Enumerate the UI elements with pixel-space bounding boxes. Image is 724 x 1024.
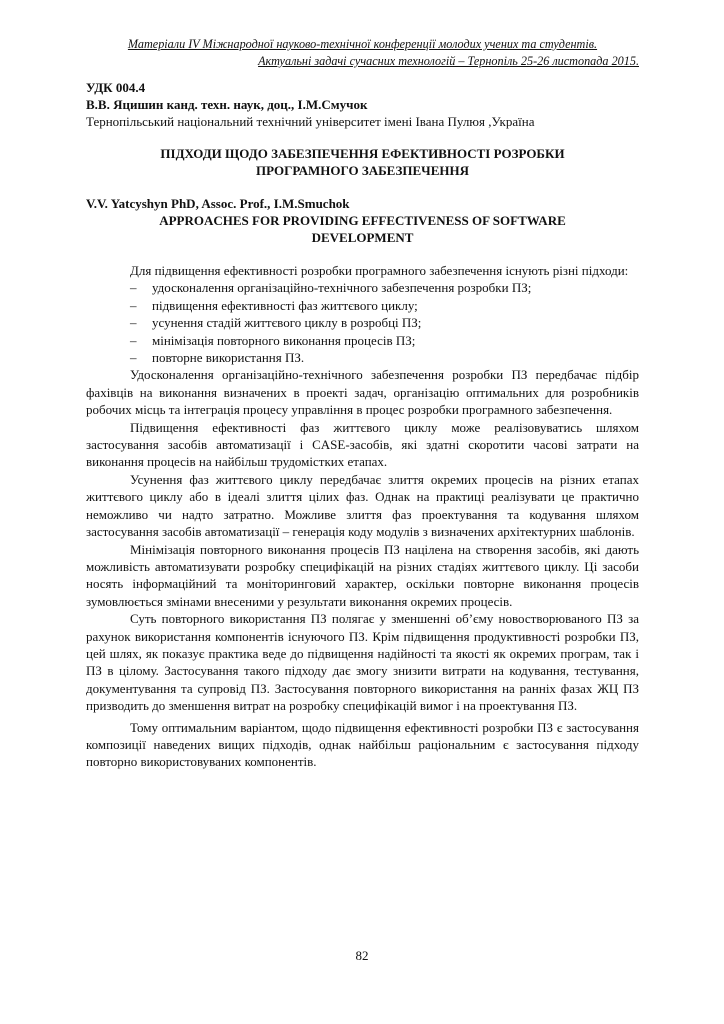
list-item: – усунення стадій життєвого циклу в розробці ПЗ; (130, 315, 422, 331)
dash-bullet: – (130, 280, 137, 296)
list-item: – удосконалення організаційно-технічного забезпечення розробки ПЗ; (130, 280, 532, 296)
intro-paragraph: Для підвищення ефективності розробки програмного забезпечення існують різні підходи: (130, 263, 629, 278)
approaches-list (86, 279, 639, 366)
dash-bullet: – (130, 332, 137, 348)
dash-bullet: – (130, 350, 137, 366)
running-header (86, 36, 639, 70)
title-ua: ПІДХОДИ ЩОДО ЗАБЕЗПЕЧЕННЯ ЕФЕКТИВНОСТІ РОЗРОБКИ ПРОГРАМНОГО ЗАБЕЗПЕЧЕННЯ (160, 146, 565, 178)
list-item: – підвищення ефективності фаз життєвого циклу; (130, 297, 418, 313)
affiliation: Тернопільський національний технічний університет імені Івана Пулюя ,Україна (86, 114, 535, 129)
paragraph-lifecycle-efficiency: Підвищення ефективності фаз життєвого циклу може реалізовуватись шляхом застосування засобів автоматизації і CASE-засобів, які здатні скоротити часові затрати на виконання процесів на найбільш трудомістких етапах. (86, 419, 639, 470)
list-item: – мінімізація повторного виконання процесів ПЗ; (130, 332, 416, 348)
dash-bullet: – (130, 315, 137, 331)
dash-bullet: – (130, 297, 137, 313)
page-number: 82 (355, 948, 369, 963)
paragraph-rework-minimization: Мінімізація повторного виконання процесів ПЗ націлена на створення засобів, які дають можливість автоматизувати розробку специфікацій на різних стадіях життєвого циклу. Ці засоби носять інформаційний та моніторинговий характер, оскільки повторне виконання процесів зумовлюється змінами внесеними у результати виконання окремих процесів. (86, 541, 639, 609)
title-en: APPROACHES FOR PROVIDING EFFECTIVENESS OF SOFTWARE DEVELOPMENT (159, 213, 566, 245)
header-conference-line: Матеріали IV Міжнародної науково-технічної конференції молодих учених та студентів. (127, 37, 598, 51)
authors-en: V.V. Yatcyshyn PhD, Assoc. Prof., I.M.Smuchok (86, 196, 350, 211)
paragraph-org-tech: Удосконалення організаційно-технічного забезпечення розробки ПЗ передбачає підбір фахівців на виконання визначених в проекті задач, організацію оптимальних для розробників робочих місць та інтеграція процесу управління в процес розробки програмного забезпечення. (86, 367, 639, 418)
paper-page (86, 36, 639, 771)
paragraph-conclusion: Тому оптимальним варіантом, щодо підвищення ефективності розробки ПЗ є застосування композиції наведених вищих підходів, однак найбільш раціональним є застосування підходу повторно використовуваних компонентів. (86, 719, 639, 770)
paragraph-phase-elimination: Усунення фаз життєвого циклу передбачає злиття окремих процесів на різних етапах життєвого циклу або в ідеалі злиття цілих фаз. Однак на практиці реалізувати це практично неможливо чи надто затратно. Можливе злиття фаз проектування та кодування шляхом застосування засобів автоматизації – генерація коду модулів з визначених архітектурних шаблонів. (86, 471, 639, 540)
header-event-line: Актуальні задачі сучасних технологій – Тернопіль 25-26 листопада 2015. (258, 54, 639, 68)
list-item: – повторне використання ПЗ. (130, 350, 305, 366)
paragraph-reuse: Суть повторного використання ПЗ полягає у зменшенні об’єму новостворюваного ПЗ за рахунок використання компонентів існуючого ПЗ. Крім підвищення продуктивності розробки ПЗ, цей шлях, як показує практика веде до підвищення надійності та якості як окремих програм, так і ПЗ в цілому. Застосування такого підходу дає змогу знизити витрати на кодування, тестування, документування та супровід ПЗ. Застосування повторного використання на ранніх фазах ЖЦ ПЗ призводить до зменшення витрат на розробку специфікацій вимог і на проектування ПЗ. (86, 611, 639, 714)
udk-code: УДК 004.4 (86, 80, 146, 95)
authors-ua: В.В. Яцишин канд. техн. наук, доц., І.М.Смучок (86, 97, 368, 112)
article-body (86, 262, 639, 771)
